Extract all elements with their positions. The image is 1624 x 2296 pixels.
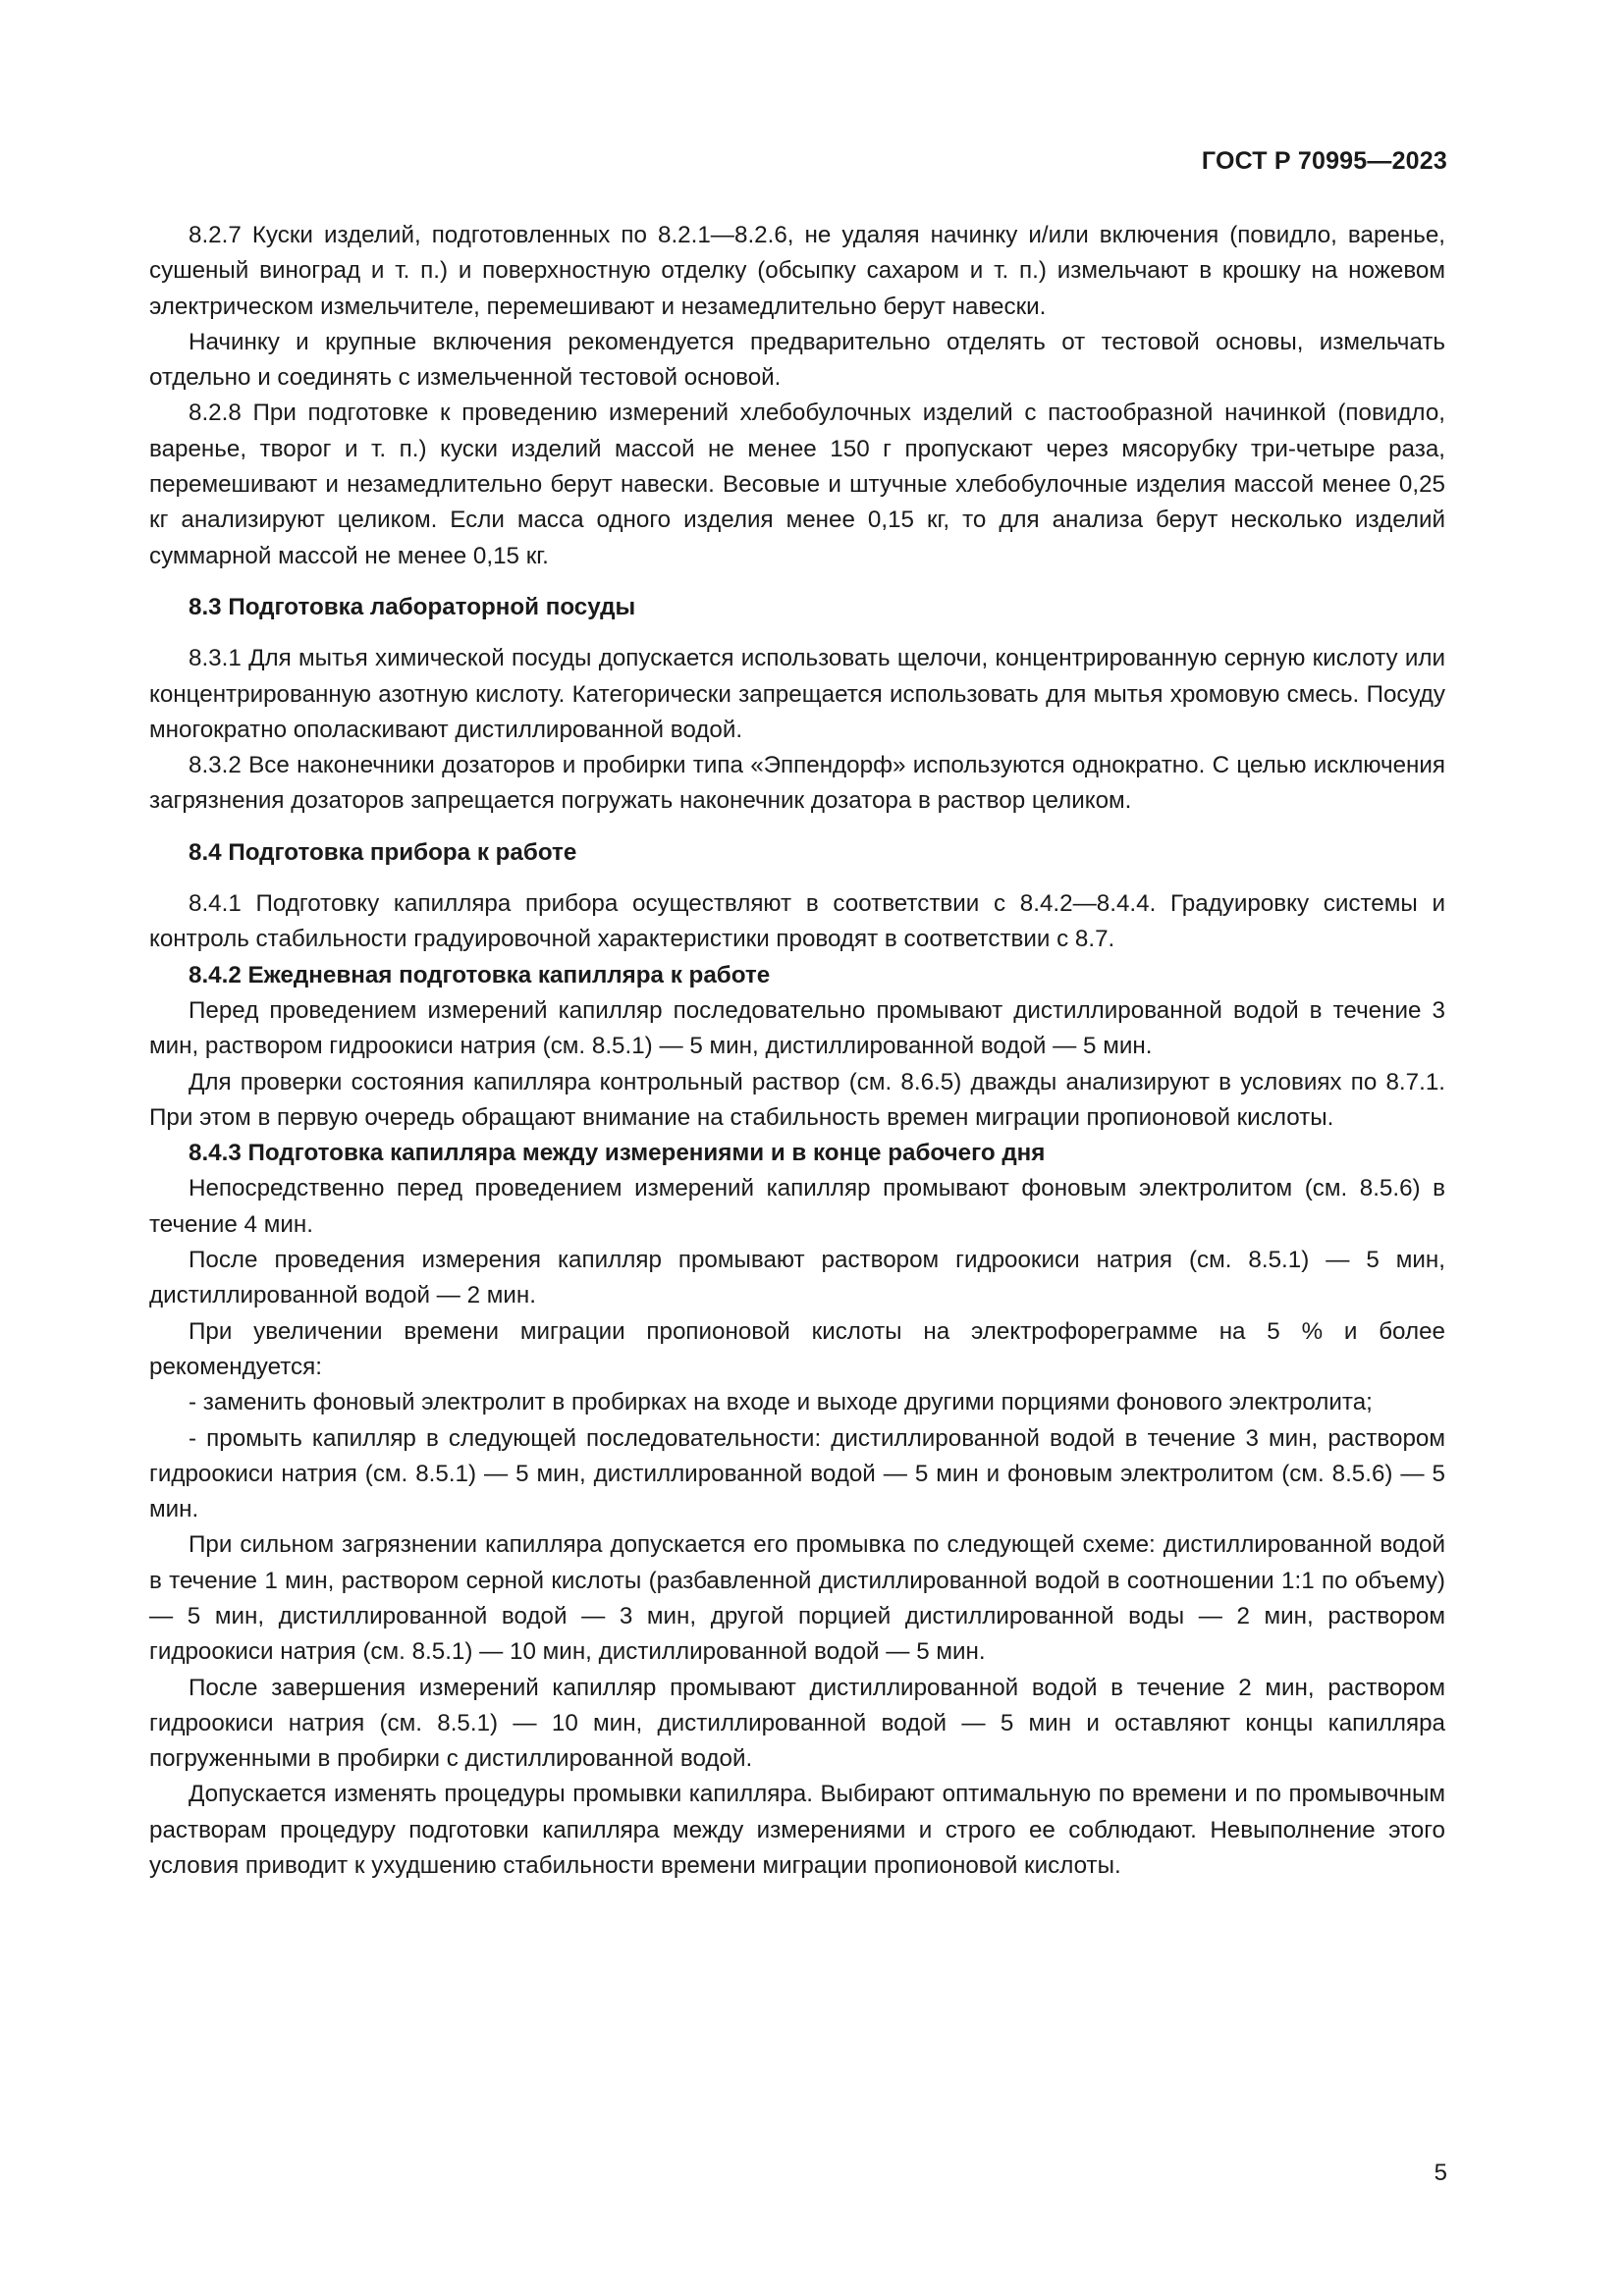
paragraph-8-3-2: 8.3.2 Все наконечники дозаторов и пробирки типа «Эппендорф» используются однократно. С целью исключения загрязнения дозаторов запрещается погружать наконечник дозатора в раствор целиком. (149, 752, 1445, 815)
document-code-header: ГОСТ Р 70995—2023 (1201, 147, 1447, 175)
paragraph-heavy-contamination: При сильном загрязнении капилляра допускается его промывка по следующей схеме: дистиллированной водой в течение 1 мин, раствором серной кислоты (разбавленной дистиллированной водой в соотношении 1:1 по объему) — 5 мин, дистиллированной водой — 3 мин, другой порцией дистиллированной воды — 2 мин, раствором гидроокиси натрия (см. 8.5.1) — 10 мин, дистиллированной водой — 5 мин. (149, 1531, 1445, 1666)
paragraph-capillary-check: Для проверки состояния капилляра контрольный раствор (см. 8.6.5) дважды анализируют в условиях по 8.7.1. При этом в первую очередь обращают внимание на стабильность времен миграции пропионовой кислоты. (149, 1068, 1445, 1131)
paragraph-migration-increase: При увеличении времени миграции пропионовой кислоты на электрофореграмме на 5 % и более рекомендуется: (149, 1317, 1445, 1380)
paragraph-before-measurement: Непосредственно перед проведением измерений капилляр промывают фоновым электролитом (см. 8.5.6) в течение 4 мин. (149, 1175, 1445, 1238)
document-body (149, 218, 1445, 1884)
paragraph-filling-note: Начинку и крупные включения рекомендуется предварительно отделять от тестовой основы, измельчать отдельно и соединять с измельченной тестовой основой. (149, 328, 1445, 392)
section-heading-8-3: 8.3 Подготовка лабораторной посуды (189, 593, 636, 620)
paragraph-8-2-7: 8.2.7 Куски изделий, подготовленных по 8.2.1—8.2.6, не удаляя начинку и/или включения (повидло, варенье, сушеный виноград и т. п.) и поверхностную отделку (обсыпку сахаром и т. п.) измельчают в крошку на ножевом электрическом измельчителе, перемешивают и незамедлительно берут навески. (149, 222, 1445, 320)
page-number: 5 (1434, 2160, 1447, 2186)
paragraph-8-3-1: 8.3.1 Для мытья химической посуды допускается использовать щелочи, концентрированную серную кислоту или концентрированную азотную кислоту. Категорически запрещается использовать для мытья хромовую смесь. Посуду многократно ополаскивают дистиллированной водой. (149, 645, 1445, 743)
paragraph-procedure-change: Допускается изменять процедуры промывки капилляра. Выбирают оптимальную по времени и по промывочным растворам процедуру подготовки капилляра между измерениями и строго ее соблюдают. Невыполнение этого условия приводит к ухудшению стабильности времени миграции пропионовой кислоты. (149, 1781, 1445, 1880)
subsection-heading-8-4-3: 8.4.3 Подготовка капилляра между измерениями и в конце рабочего дня (189, 1140, 1046, 1167)
paragraph-8-2-8: 8.2.8 При подготовке к проведению измерений хлебобулочных изделий с пастообразной начинкой (повидло, варенье, творог и т. п.) куски изделий массой не менее 150 г пропускают через мясорубку три-четыре раза, перемешивают и незамедлительно берут навески. Весовые и штучные хлебобулочные изделия массой менее 0,25 кг анализируют целиком. Если масса одного изделия менее 0,15 кг, то для анализа берут несколько изделий суммарной массой не менее 0,15 кг. (149, 400, 1445, 569)
paragraph-8-4-1: 8.4.1 Подготовку капилляра прибора осуществляют в соответствии с 8.4.2—8.4.4. Градуировку системы и контроль стабильности градуировочной характеристики проводят в соответствии с 8.7. (149, 890, 1445, 953)
subsection-heading-8-4-2: 8.4.2 Ежедневная подготовка капилляра к работе (189, 961, 771, 988)
paragraph-after-measurement: После проведения измерения капилляр промывают раствором гидроокиси натрия (см. 8.5.1) — 5 мин, дистиллированной водой — 2 мин. (149, 1247, 1445, 1309)
list-item-rinse-sequence: - промыть капилляр в следующей последовательности: дистиллированной водой в течение 3 мин, раствором гидроокиси натрия (см. 8.5.1) — 5 мин, дистиллированной водой — 5 мин и фоновым электролитом (см. 8.5.6) — 5 мин. (149, 1424, 1445, 1523)
section-heading-8-4: 8.4 Подготовка прибора к работе (189, 838, 577, 866)
paragraph-end-of-measurements: После завершения измерений капилляр промывают дистиллированной водой в течение 2 мин, раствором гидроокиси натрия (см. 8.5.1) — 10 мин, дистиллированной водой — 5 мин и оставляют концы капилляра погруженными в пробирки с дистиллированной водой. (149, 1674, 1445, 1773)
list-item-replace-electrolyte: - заменить фоновый электролит в пробирках на входе и выходе другими порциями фонового электролита; (189, 1389, 1373, 1416)
paragraph-daily-prep: Перед проведением измерений капилляр последовательно промывают дистиллированной водой в течение 3 мин, раствором гидроокиси натрия (см. 8.5.1) — 5 мин, дистиллированной водой — 5 мин. (149, 996, 1445, 1060)
